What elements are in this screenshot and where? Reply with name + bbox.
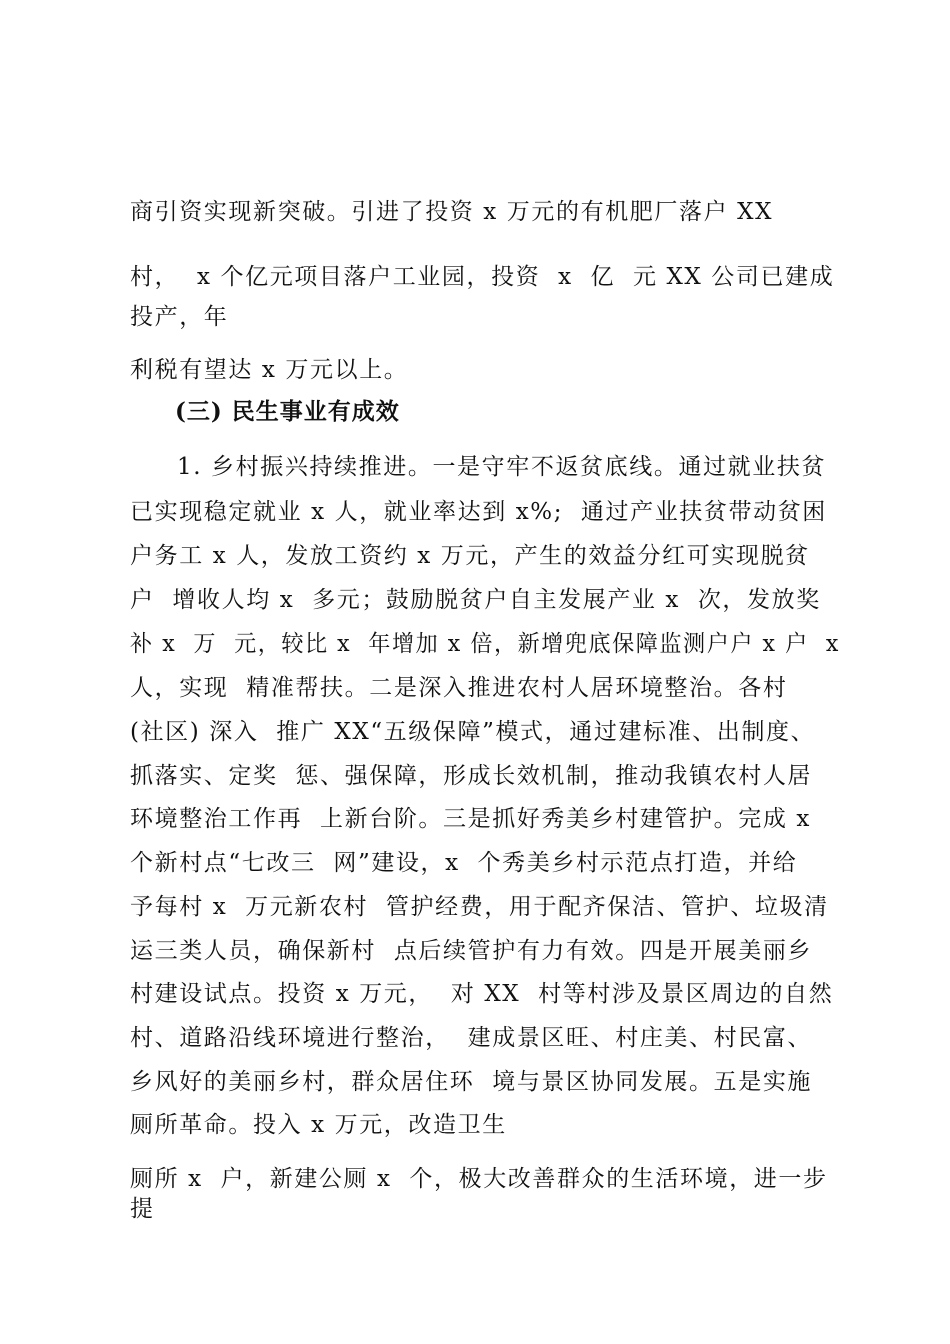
text-line: 投产，年 (130, 304, 229, 330)
section-heading: (三) 民生事业有成效 (175, 398, 400, 425)
text-line: 村， x 个亿元项目落户工业园，投资 x 亿 元 XX 公司已建成 (130, 264, 835, 290)
text-line: 予每村 x 万元新农村 管护经费，用于配齐保洁、管护、垃圾清 (130, 894, 829, 920)
text-line: 厕所革命。投入 x 万元，改造卫生 (130, 1112, 507, 1138)
text-line: 村、道路沿线环境进行整治， 建成景区旺、村庄美、村民富、 (130, 1025, 813, 1051)
text-line: 补 x 万 元，较比 x 年增加 x 倍，新增兜底保障监测户户 x 户 x (130, 631, 840, 657)
text-line: 已实现稳定就业 x 人，就业率达到 x%; 通过产业扶贫带动贫困 (130, 499, 827, 525)
text-line: 商引资实现新突破。引进了投资 x 万元的有机肥厂落户 XX (130, 199, 774, 225)
text-line: 抓落实、定奖 惩、强保障，形成长效机制，推动我镇农村人居 (130, 763, 813, 789)
text-line: 村建设试点。投资 x 万元， 对 XX 村等村涉及景区周边的自然 (130, 981, 834, 1007)
text-line: 利税有望达 x 万元以上。 (130, 357, 409, 383)
text-line: 乡风好的美丽乡村，群众居住环 境与景区协同发展。五是实施 (130, 1069, 813, 1095)
text-line: 人，实现 精准帮扶。二是深入推进农村人居环境整治。各村 (130, 675, 788, 701)
text-line: 厕所 x 户，新建公厕 x 个，极大改善群众的生活环境，进一步 (130, 1166, 828, 1192)
text-line: 1. 乡村振兴持续推进。一是守牢不返贫底线。通过就业扶贫 (177, 454, 827, 480)
text-line: (社区) 深入 推广 XX“五级保障”模式，通过建标准、出制度、 (130, 719, 816, 745)
text-line: 提 (130, 1196, 155, 1222)
text-line: 户 增收人均 x 多元；鼓励脱贫户自主发展产业 x 次，发放奖 (130, 587, 821, 613)
text-line: 个新村点“七改三 网”建设，x 个秀美乡村示范点打造，并给 (130, 850, 798, 876)
text-line: 环境整治工作再 上新台阶。三是抓好秀美乡村建管护。完成 x (130, 806, 811, 832)
text-line: 运三类人员，确保新村 点后续管护有力有效。四是开展美丽乡 (130, 938, 813, 964)
text-line: 户务工 x 人，发放工资约 x 万元，产生的效益分红可实现脱贫 (130, 543, 810, 569)
